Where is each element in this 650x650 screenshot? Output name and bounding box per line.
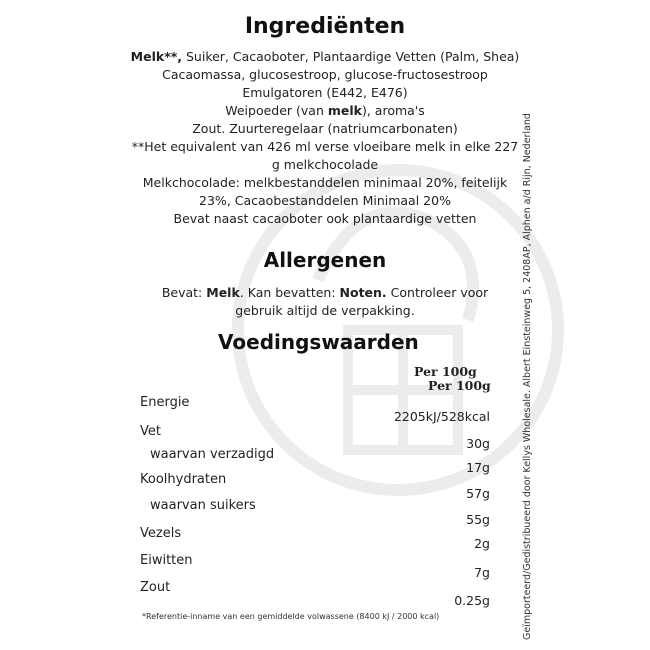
nutrient-value: 2205kJ/528kcal: [393, 409, 490, 424]
nutrient-value: 30g: [466, 436, 490, 451]
ingredient-line: Melkchocolade: melkbestanddelen minimaal 20%, feitelijk: [142, 175, 508, 190]
nutrient-label: waarvan suikers: [150, 498, 256, 513]
allergens-title: Allergenen: [263, 248, 387, 272]
nutrient-value: 57g: [466, 486, 490, 501]
nutrient-label: waarvan verzadigd: [150, 447, 275, 462]
nutrient-value: 2g: [474, 536, 490, 551]
nutrition-title: Voedingswaarden: [218, 330, 419, 354]
ingredient-line: Weipoeder (van melk), aroma's: [225, 103, 425, 118]
ingredient-line: 23%, Cacaobestanddelen Minimaal 20%: [199, 193, 451, 208]
distributor-text: Geïmporteerd/Gedistribueerd door Kellys Wholesale. Albert Einsteinweg 5, 2408AP, Alphen a/d Rijn, Nederland: [522, 113, 533, 640]
allergens-text: Bevat: Melk. Kan bevatten: Noten. Controleer voor gebruik altijd de verpakking.: [161, 285, 489, 318]
per-100g-header: Per 100g: [428, 378, 491, 393]
nutrient-value: 0.25g: [454, 593, 490, 608]
ingredients-list: [120, 48, 530, 228]
per-100g-header: Per 100g: [414, 364, 477, 379]
ingredient-line: Cacaomassa, glucosestroop, glucose-fructosestroop: [162, 67, 488, 82]
nutrient-label: Vet: [140, 424, 161, 439]
nutrient-label: Vezels: [140, 526, 182, 541]
ingredient-line: g melkchocolade: [271, 157, 379, 172]
nutrient-label: Eiwitten: [140, 553, 193, 568]
ingredient-line: **Het equivalent van 426 ml verse vloeibare melk in elke 227: [131, 139, 519, 154]
nutrient-value: 7g: [474, 565, 490, 580]
nutrient-value: 17g: [466, 460, 490, 475]
ingredient-line: Emulgatoren (E442, E476): [242, 85, 408, 100]
nutrient-label: Zout: [140, 580, 171, 595]
nutrient-value: 55g: [466, 512, 490, 527]
nutrient-label: Koolhydraten: [140, 472, 227, 487]
ingredient-line: Melk**, Suiker, Cacaoboter, Plantaardige Vetten (Palm, Shea): [130, 49, 520, 64]
ingredient-line: Zout. Zuurteregelaar (natriumcarbonaten): [192, 121, 458, 136]
ingredients-title: Ingrediënten: [244, 14, 406, 39]
ingredient-line: Bevat naast cacaoboter ook plantaardige vetten: [173, 211, 477, 226]
footnote: *Referentie-inname van een gemiddelde volwassene (8400 kJ / 2000 kcal): [142, 612, 440, 621]
nutrient-label: Energie: [140, 395, 190, 410]
